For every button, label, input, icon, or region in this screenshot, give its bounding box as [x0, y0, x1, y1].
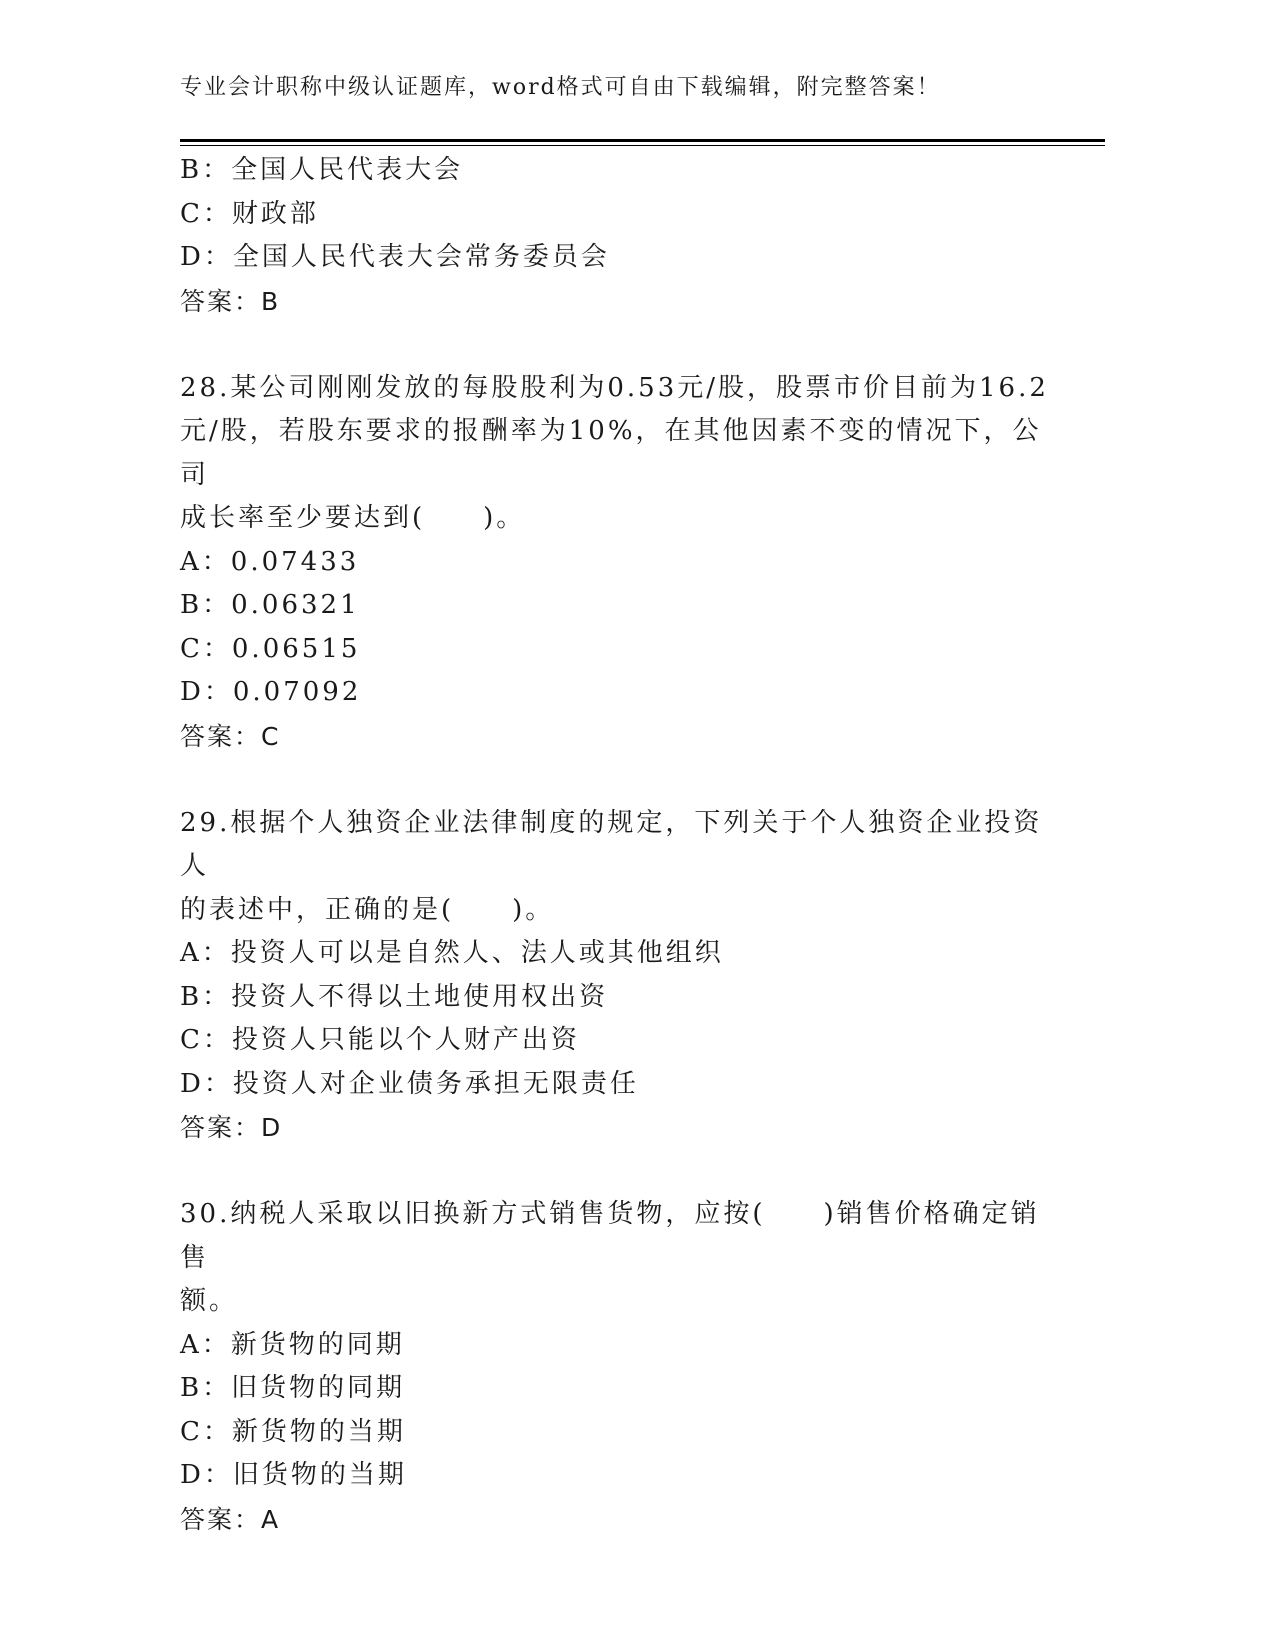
spacer — [180, 758, 1050, 802]
spacer — [180, 323, 1050, 367]
header-rule-thin — [180, 145, 1105, 146]
question-28 — [180, 367, 1050, 759]
answer-line: 答案：D — [180, 1113, 283, 1142]
spacer — [180, 1150, 1050, 1194]
option-a: A：投资人可以是自然人、法人或其他组织 — [180, 938, 724, 968]
question-stem-line: 的表述中，正确的是( )。 — [180, 894, 555, 925]
option-d: D：0.07092 — [180, 677, 362, 707]
question-stem-line: 28.某公司刚刚发放的每股股利为0.53元/股，股票市价目前为16.2 — [180, 372, 1049, 403]
question-29 — [180, 802, 1050, 1150]
question-stem-line: 30.纳税人采取以旧换新方式销售货物，应按( )销售价格确定销售 — [180, 1199, 1040, 1273]
option-c: C：0.06515 — [180, 633, 361, 664]
header-rule-thick — [180, 139, 1105, 142]
option-d: D：旧货物的当期 — [180, 1460, 407, 1490]
option-a: A：新货物的同期 — [180, 1329, 405, 1360]
question-list — [180, 149, 1050, 1541]
option-b: B：投资人不得以土地使用权出资 — [180, 981, 609, 1012]
option-b: B：0.06321 — [180, 590, 360, 620]
option-b: B：旧货物的同期 — [180, 1373, 406, 1403]
answer-line: 答案：A — [180, 1504, 281, 1534]
question-continued — [180, 149, 1050, 323]
option-d: D：全国人民代表大会常务委员会 — [180, 242, 610, 272]
option-a: A：0.07433 — [180, 546, 360, 577]
answer-line: 答案：C — [180, 721, 281, 751]
answer-line: 答案：B — [180, 286, 281, 316]
question-stem-line: 额。 — [180, 1286, 239, 1316]
option-d: D：投资人对企业债务承担无限责任 — [180, 1068, 639, 1099]
option-c: C：投资人只能以个人财产出资 — [180, 1025, 580, 1055]
option-c: C：新货物的当期 — [180, 1416, 406, 1447]
question-30 — [180, 1193, 1050, 1541]
page-header: 专业会计职称中级认证题库，word格式可自由下载编辑，附完整答案！ — [180, 75, 941, 100]
question-stem-line: 29.根据个人独资企业法律制度的规定，下列关于个人独资企业投资人 — [180, 807, 1043, 881]
question-stem-line: 元/股，若股东要求的报酬率为10%，在其他因素不变的情况下，公司 — [180, 416, 1042, 490]
option-c: C：财政部 — [180, 198, 319, 229]
question-stem-line: 成长率至少要达到( )。 — [180, 503, 526, 533]
option-b: B：全国人民代表大会 — [180, 155, 464, 185]
